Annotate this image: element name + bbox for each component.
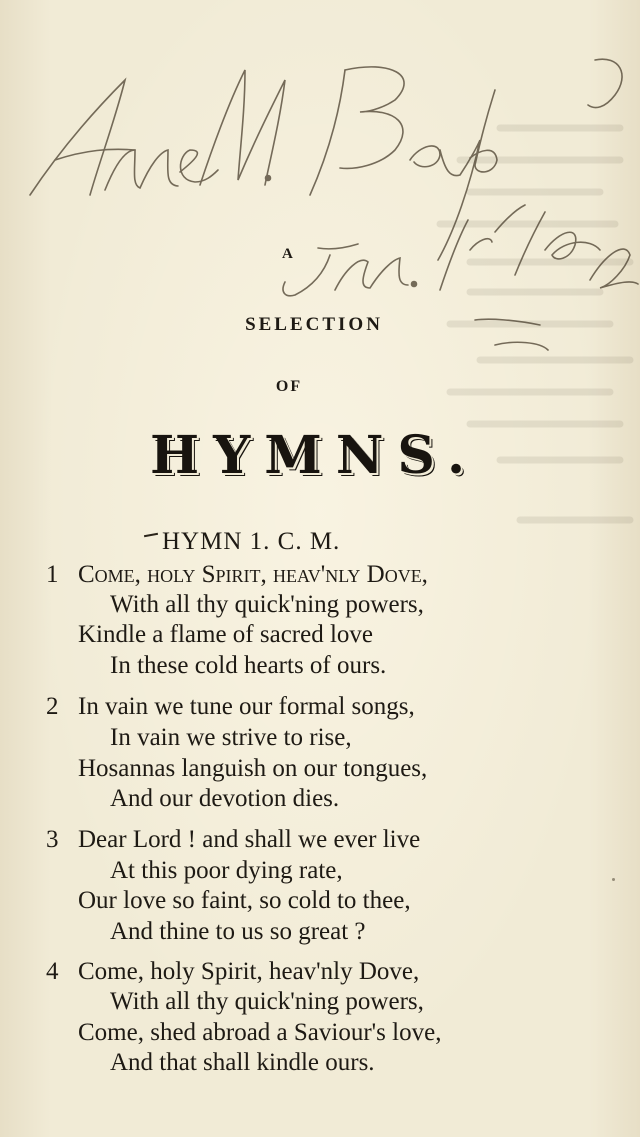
verse-line: Our love so faint, so cold to thee,	[78, 887, 411, 914]
verse-number: 2	[46, 693, 59, 720]
verse-number: 1	[46, 561, 59, 588]
verse-line: At this poor dying rate,	[110, 857, 343, 884]
verse-line: With all thy quick'ning powers,	[110, 591, 424, 618]
verse-line: Come, holy Spirit, heav'nly Dove,	[78, 958, 420, 985]
hymn-heading	[162, 528, 340, 556]
verse-line: Come, shed abroad a Saviour's love,	[78, 1019, 442, 1046]
title-of: OF	[275, 378, 303, 395]
verse-line: And that shall kindle ours.	[110, 1049, 375, 1076]
verse-number: 3	[46, 826, 59, 853]
verse-line: And thine to us so great ?	[110, 918, 366, 945]
verse-line: In vain we tune our formal songs,	[78, 693, 415, 720]
verse-line: In these cold hearts of ours.	[110, 652, 387, 679]
verse-line: With all thy quick'ning powers,	[110, 988, 424, 1015]
verse-line: And our devotion dies.	[110, 785, 340, 812]
verse-line: Hosannas languish on our tongues,	[78, 755, 428, 782]
verse-line: Kindle a flame of sacred love	[78, 621, 374, 648]
paper-speck	[612, 878, 615, 881]
title-article: A	[282, 246, 294, 262]
title-selection: SELECTION	[245, 314, 383, 335]
verse-line: In vain we strive to rise,	[110, 724, 352, 751]
verse-number: 4	[46, 958, 59, 985]
verse-line: Come, holy Spirit, heav'nly Dove,	[78, 561, 428, 588]
verse-line: Dear Lord ! and shall we ever live	[78, 826, 421, 853]
title-hymns: HYMNS.	[150, 425, 480, 486]
hymn-heading-text: HYMN 1. C. M.	[162, 528, 341, 555]
